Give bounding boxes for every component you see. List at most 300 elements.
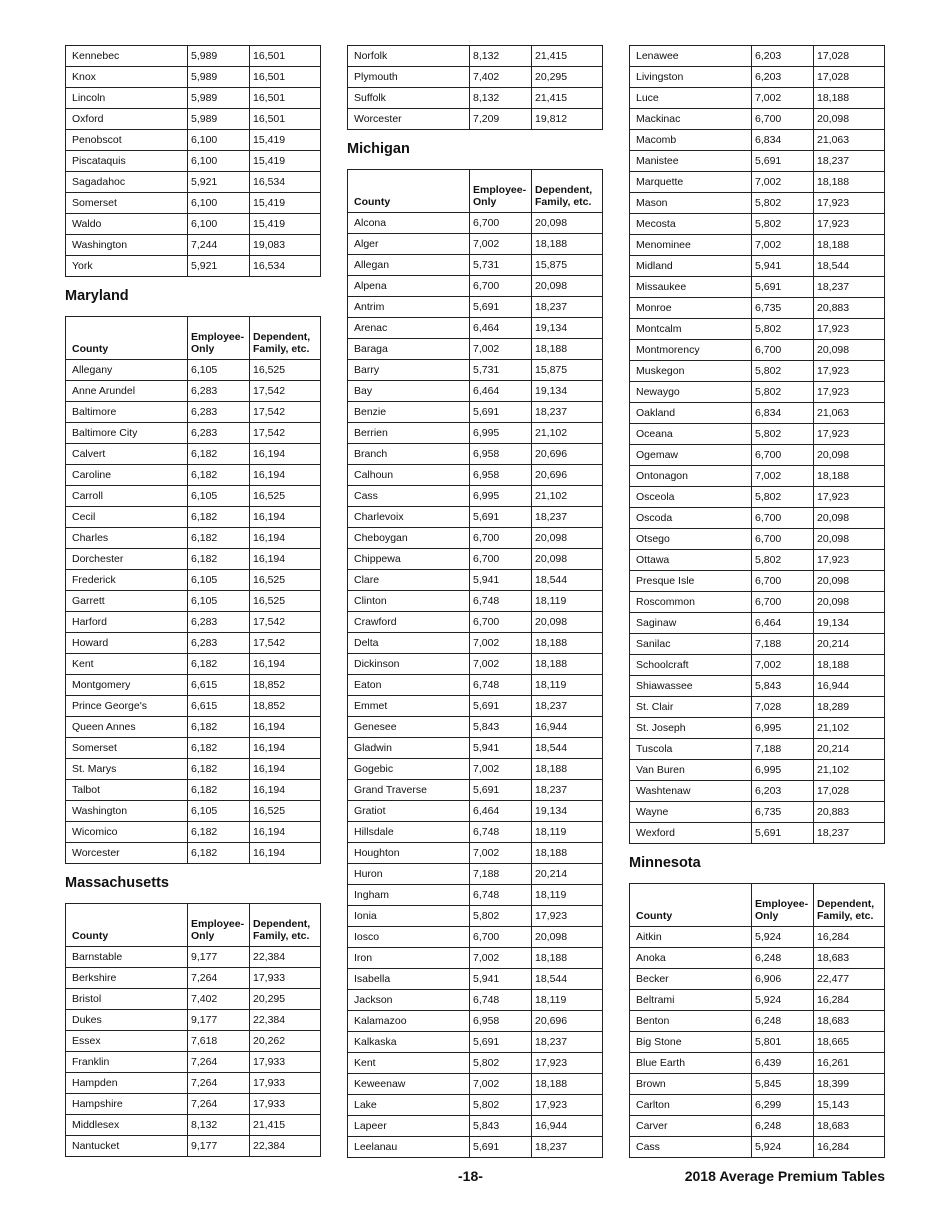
- employee-only-cell: 6,283: [188, 423, 250, 444]
- county-cell: Roscommon: [630, 592, 752, 613]
- dependent-cell: 18,237: [532, 297, 603, 318]
- county-cell: Baraga: [348, 339, 470, 360]
- table-row: [348, 234, 603, 255]
- header-row: [66, 904, 321, 947]
- county-cell: Frederick: [66, 570, 188, 591]
- dependent-cell: 18,399: [814, 1074, 885, 1095]
- dependent-cell: 16,194: [250, 759, 321, 780]
- employee-only-cell: 5,989: [188, 67, 250, 88]
- employee-only-cell: 5,924: [752, 1137, 814, 1158]
- table-row: [348, 67, 603, 88]
- table-row: [66, 151, 321, 172]
- county-cell: Monroe: [630, 298, 752, 319]
- county-cell: Alger: [348, 234, 470, 255]
- table-row: [630, 823, 885, 844]
- employee-only-header: Employee-Only: [188, 904, 250, 947]
- county-cell: Ingham: [348, 885, 470, 906]
- dependent-cell: 16,284: [814, 990, 885, 1011]
- table-row: [66, 444, 321, 465]
- dependent-cell: 16,525: [250, 801, 321, 822]
- county-cell: Benton: [630, 1011, 752, 1032]
- county-cell: Montmorency: [630, 340, 752, 361]
- dependent-cell: 17,933: [250, 1094, 321, 1115]
- county-cell: Brown: [630, 1074, 752, 1095]
- dependent-cell: 19,134: [532, 801, 603, 822]
- county-cell: Mecosta: [630, 214, 752, 235]
- dependent-cell: 18,237: [532, 1032, 603, 1053]
- employee-only-cell: 5,845: [752, 1074, 814, 1095]
- county-cell: Montgomery: [66, 675, 188, 696]
- table-row: [66, 486, 321, 507]
- employee-only-cell: 6,748: [470, 822, 532, 843]
- state-section: [65, 874, 320, 1157]
- county-cell: Ogemaw: [630, 445, 752, 466]
- dependent-cell: 17,923: [814, 214, 885, 235]
- county-cell: Jackson: [348, 990, 470, 1011]
- table-row: [348, 1137, 603, 1158]
- dependent-cell: 15,875: [532, 360, 603, 381]
- county-cell: Dukes: [66, 1010, 188, 1031]
- employee-only-cell: 5,802: [470, 1053, 532, 1074]
- table-row: [66, 780, 321, 801]
- dependent-cell: 17,542: [250, 612, 321, 633]
- table-row: [348, 381, 603, 402]
- employee-only-header: Employee-Only: [752, 884, 814, 927]
- dependent-cell: 16,944: [532, 1116, 603, 1137]
- employee-only-cell: 7,002: [470, 948, 532, 969]
- dependent-cell: 20,098: [532, 528, 603, 549]
- employee-only-cell: 6,182: [188, 759, 250, 780]
- dependent-cell: 20,098: [532, 927, 603, 948]
- employee-only-cell: 7,244: [188, 235, 250, 256]
- employee-only-cell: 6,700: [752, 592, 814, 613]
- employee-only-cell: 5,691: [470, 507, 532, 528]
- employee-only-cell: 8,132: [470, 46, 532, 67]
- table-row: [348, 948, 603, 969]
- table-row: [348, 696, 603, 717]
- premium-table: [347, 169, 603, 1158]
- employee-only-cell: 5,691: [470, 297, 532, 318]
- dependent-cell: 18,119: [532, 591, 603, 612]
- table-row: [348, 780, 603, 801]
- county-cell: Middlesex: [66, 1115, 188, 1136]
- county-cell: Penobscot: [66, 130, 188, 151]
- dependent-cell: 16,284: [814, 1137, 885, 1158]
- dependent-cell: 21,415: [532, 46, 603, 67]
- dependent-cell: 16,501: [250, 46, 321, 67]
- table-row: [348, 465, 603, 486]
- table-row: [630, 466, 885, 487]
- county-cell: St. Marys: [66, 759, 188, 780]
- county-cell: Hampden: [66, 1073, 188, 1094]
- county-cell: Berrien: [348, 423, 470, 444]
- table-row: [66, 717, 321, 738]
- table-row: [348, 1116, 603, 1137]
- employee-only-cell: 6,105: [188, 360, 250, 381]
- table-row: [630, 172, 885, 193]
- premium-table: [347, 45, 603, 130]
- county-cell: Montcalm: [630, 319, 752, 340]
- table-row: [630, 781, 885, 802]
- county-cell: Allegan: [348, 255, 470, 276]
- table-row: [348, 339, 603, 360]
- table-row: [66, 88, 321, 109]
- dependent-cell: 20,098: [814, 592, 885, 613]
- dependent-cell: 20,098: [814, 109, 885, 130]
- dependent-cell: 18,119: [532, 885, 603, 906]
- employee-only-cell: 5,731: [470, 255, 532, 276]
- table-row: [630, 1137, 885, 1158]
- county-cell: Bristol: [66, 989, 188, 1010]
- dependent-cell: 18,237: [532, 507, 603, 528]
- county-cell: Osceola: [630, 487, 752, 508]
- employee-only-cell: 6,615: [188, 675, 250, 696]
- table-row: [66, 256, 321, 277]
- employee-only-cell: 5,802: [752, 424, 814, 445]
- dependent-cell: 20,098: [814, 340, 885, 361]
- dependent-cell: 17,542: [250, 633, 321, 654]
- table-row: [66, 633, 321, 654]
- county-cell: Wexford: [630, 823, 752, 844]
- employee-only-cell: 7,188: [752, 634, 814, 655]
- column-1: [65, 45, 320, 1157]
- dependent-cell: 20,098: [532, 213, 603, 234]
- dependent-cell: 18,188: [532, 1074, 603, 1095]
- employee-only-cell: 7,264: [188, 968, 250, 989]
- dependent-cell: 18,237: [814, 823, 885, 844]
- employee-only-cell: 5,941: [470, 969, 532, 990]
- table-row: [630, 1053, 885, 1074]
- employee-only-cell: 6,182: [188, 507, 250, 528]
- employee-only-cell: 7,002: [470, 843, 532, 864]
- county-cell: Luce: [630, 88, 752, 109]
- employee-only-cell: 7,002: [470, 633, 532, 654]
- county-cell: Ottawa: [630, 550, 752, 571]
- dependent-cell: 16,534: [250, 172, 321, 193]
- county-cell: Dickinson: [348, 654, 470, 675]
- table-row: [348, 969, 603, 990]
- dependent-cell: 16,525: [250, 486, 321, 507]
- county-cell: Van Buren: [630, 760, 752, 781]
- county-cell: Antrim: [348, 297, 470, 318]
- employee-only-cell: 6,299: [752, 1095, 814, 1116]
- employee-only-cell: 6,105: [188, 801, 250, 822]
- table-row: [66, 381, 321, 402]
- employee-only-cell: 6,748: [470, 591, 532, 612]
- table-row: [630, 340, 885, 361]
- table-row: [630, 529, 885, 550]
- table-row: [66, 130, 321, 151]
- table-row: [66, 1073, 321, 1094]
- dependent-cell: 19,134: [532, 318, 603, 339]
- county-cell: Gladwin: [348, 738, 470, 759]
- county-cell: Piscataquis: [66, 151, 188, 172]
- premium-table: [65, 903, 321, 1157]
- table-row: [66, 360, 321, 381]
- dependent-cell: 20,214: [814, 739, 885, 760]
- table-row: [630, 927, 885, 948]
- dependent-cell: 17,923: [814, 361, 885, 382]
- table-row: [630, 1095, 885, 1116]
- county-cell: Big Stone: [630, 1032, 752, 1053]
- employee-only-cell: 6,248: [752, 1116, 814, 1137]
- dependent-cell: 15,419: [250, 151, 321, 172]
- dependent-cell: 16,501: [250, 109, 321, 130]
- dependent-cell: 18,289: [814, 697, 885, 718]
- county-cell: Alpena: [348, 276, 470, 297]
- table-row: [66, 528, 321, 549]
- employee-only-cell: 9,177: [188, 1136, 250, 1157]
- employee-only-cell: 6,105: [188, 591, 250, 612]
- table-row: [348, 276, 603, 297]
- dependent-cell: 16,501: [250, 88, 321, 109]
- table-row: [348, 213, 603, 234]
- dependent-cell: 20,262: [250, 1031, 321, 1052]
- dependent-cell: 16,525: [250, 570, 321, 591]
- table-row: [66, 696, 321, 717]
- dependent-cell: 21,415: [532, 88, 603, 109]
- header-row: [630, 884, 885, 927]
- employee-only-cell: 5,691: [752, 151, 814, 172]
- employee-only-cell: 6,100: [188, 214, 250, 235]
- employee-only-cell: 5,921: [188, 172, 250, 193]
- county-cell: Saginaw: [630, 613, 752, 634]
- table-row: [630, 1074, 885, 1095]
- county-cell: Sagadahoc: [66, 172, 188, 193]
- dependent-cell: 22,477: [814, 969, 885, 990]
- state-section: [347, 45, 602, 130]
- table-row: [348, 927, 603, 948]
- county-cell: Genesee: [348, 717, 470, 738]
- table-row: [630, 319, 885, 340]
- county-cell: Sanilac: [630, 634, 752, 655]
- county-cell: Anne Arundel: [66, 381, 188, 402]
- employee-only-cell: 7,402: [188, 989, 250, 1010]
- county-cell: Iosco: [348, 927, 470, 948]
- table-row: [630, 403, 885, 424]
- dependent-cell: 17,923: [532, 1095, 603, 1116]
- county-cell: Prince George's: [66, 696, 188, 717]
- dependent-cell: 21,063: [814, 130, 885, 151]
- county-cell: Waldo: [66, 214, 188, 235]
- county-cell: Charlevoix: [348, 507, 470, 528]
- state-section: [629, 45, 884, 844]
- table-row: [66, 109, 321, 130]
- dependent-cell: 20,214: [814, 634, 885, 655]
- county-cell: Barry: [348, 360, 470, 381]
- employee-only-cell: 7,188: [752, 739, 814, 760]
- employee-only-cell: 6,700: [470, 528, 532, 549]
- dependent-cell: 17,923: [532, 906, 603, 927]
- dependent-cell: 18,237: [532, 696, 603, 717]
- premium-table: [629, 883, 885, 1158]
- table-row: [630, 109, 885, 130]
- table-row: [630, 969, 885, 990]
- employee-only-cell: 6,700: [752, 340, 814, 361]
- county-cell: Wayne: [630, 802, 752, 823]
- table-row: [66, 214, 321, 235]
- employee-only-cell: 5,802: [752, 319, 814, 340]
- dependent-cell: 18,188: [814, 655, 885, 676]
- employee-only-cell: 7,188: [470, 864, 532, 885]
- dependent-cell: 18,188: [814, 88, 885, 109]
- employee-only-cell: 5,802: [470, 1095, 532, 1116]
- county-cell: Oakland: [630, 403, 752, 424]
- county-cell: Missaukee: [630, 277, 752, 298]
- employee-only-cell: 5,989: [188, 109, 250, 130]
- table-row: [630, 1011, 885, 1032]
- county-cell: Knox: [66, 67, 188, 88]
- dependent-cell: 16,944: [814, 676, 885, 697]
- employee-only-cell: 7,002: [752, 235, 814, 256]
- employee-only-cell: 7,028: [752, 697, 814, 718]
- employee-only-cell: 6,100: [188, 193, 250, 214]
- dependent-cell: 16,534: [250, 256, 321, 277]
- table-row: [630, 550, 885, 571]
- dependent-cell: 16,194: [250, 780, 321, 801]
- table-row: [348, 486, 603, 507]
- table-row: [348, 402, 603, 423]
- state-section: [347, 140, 602, 1158]
- employee-only-cell: 6,995: [752, 760, 814, 781]
- county-cell: Baltimore: [66, 402, 188, 423]
- county-cell: Otsego: [630, 529, 752, 550]
- county-cell: Shiawassee: [630, 676, 752, 697]
- county-cell: Charles: [66, 528, 188, 549]
- employee-only-cell: 5,691: [470, 696, 532, 717]
- county-cell: Blue Earth: [630, 1053, 752, 1074]
- employee-only-cell: 7,002: [470, 1074, 532, 1095]
- county-cell: Oxford: [66, 109, 188, 130]
- employee-only-cell: 5,731: [470, 360, 532, 381]
- dependent-cell: 17,028: [814, 46, 885, 67]
- table-row: [630, 508, 885, 529]
- dependent-cell: 16,194: [250, 822, 321, 843]
- table-row: [348, 633, 603, 654]
- table-row: [66, 654, 321, 675]
- dependent-header: Dependent, Family, etc.: [250, 904, 321, 947]
- employee-only-cell: 9,177: [188, 947, 250, 968]
- dependent-cell: 16,194: [250, 717, 321, 738]
- county-cell: Harford: [66, 612, 188, 633]
- table-row: [66, 1115, 321, 1136]
- dependent-cell: 20,883: [814, 298, 885, 319]
- dependent-cell: 17,933: [250, 1052, 321, 1073]
- county-cell: Cass: [348, 486, 470, 507]
- dependent-cell: 18,188: [532, 759, 603, 780]
- county-cell: Chippewa: [348, 549, 470, 570]
- employee-only-cell: 7,002: [470, 654, 532, 675]
- employee-only-cell: 6,248: [752, 948, 814, 969]
- table-row: [630, 655, 885, 676]
- dependent-cell: 18,544: [532, 969, 603, 990]
- employee-only-cell: 7,264: [188, 1052, 250, 1073]
- county-cell: Gratiot: [348, 801, 470, 822]
- employee-only-cell: 6,283: [188, 612, 250, 633]
- county-cell: Wicomico: [66, 822, 188, 843]
- dependent-cell: 20,214: [532, 864, 603, 885]
- employee-only-cell: 7,002: [752, 655, 814, 676]
- table-row: [348, 864, 603, 885]
- employee-only-cell: 6,700: [752, 445, 814, 466]
- dependent-cell: 17,933: [250, 1073, 321, 1094]
- county-cell: Grand Traverse: [348, 780, 470, 801]
- dependent-cell: 20,295: [250, 989, 321, 1010]
- state-section: [65, 45, 320, 277]
- dependent-cell: 19,083: [250, 235, 321, 256]
- county-cell: Leelanau: [348, 1137, 470, 1158]
- county-cell: Iron: [348, 948, 470, 969]
- employee-only-cell: 9,177: [188, 1010, 250, 1031]
- table-row: [630, 613, 885, 634]
- county-cell: Beltrami: [630, 990, 752, 1011]
- dependent-cell: 18,188: [814, 466, 885, 487]
- dependent-cell: 21,102: [814, 760, 885, 781]
- table-row: [66, 549, 321, 570]
- county-cell: Kent: [348, 1053, 470, 1074]
- table-row: [66, 507, 321, 528]
- county-cell: Allegany: [66, 360, 188, 381]
- table-row: [348, 528, 603, 549]
- table-row: [630, 676, 885, 697]
- dependent-cell: 16,194: [250, 738, 321, 759]
- county-cell: Garrett: [66, 591, 188, 612]
- county-cell: Worcester: [66, 843, 188, 864]
- county-cell: Carver: [630, 1116, 752, 1137]
- table-row: [348, 906, 603, 927]
- table-row: [66, 67, 321, 88]
- employee-only-cell: 6,700: [470, 612, 532, 633]
- dependent-cell: 18,119: [532, 675, 603, 696]
- dependent-cell: 20,098: [814, 529, 885, 550]
- employee-only-cell: 5,691: [470, 1032, 532, 1053]
- county-cell: Essex: [66, 1031, 188, 1052]
- county-cell: Delta: [348, 633, 470, 654]
- county-cell: Branch: [348, 444, 470, 465]
- table-row: [66, 968, 321, 989]
- state-title: Maryland: [65, 288, 129, 304]
- employee-only-cell: 5,843: [470, 1116, 532, 1137]
- dependent-cell: 18,237: [814, 277, 885, 298]
- table-row: [348, 675, 603, 696]
- dependent-cell: 17,933: [250, 968, 321, 989]
- county-cell: Cecil: [66, 507, 188, 528]
- table-row: [66, 1052, 321, 1073]
- table-row: [348, 88, 603, 109]
- table-row: [630, 193, 885, 214]
- employee-only-cell: 7,264: [188, 1094, 250, 1115]
- employee-only-cell: 6,105: [188, 570, 250, 591]
- dependent-cell: 15,419: [250, 130, 321, 151]
- table-row: [630, 424, 885, 445]
- county-cell: Kent: [66, 654, 188, 675]
- dependent-cell: 15,875: [532, 255, 603, 276]
- employee-only-cell: 6,834: [752, 403, 814, 424]
- employee-only-cell: 5,691: [752, 277, 814, 298]
- dependent-cell: 16,194: [250, 654, 321, 675]
- table-row: [348, 612, 603, 633]
- table-row: [630, 571, 885, 592]
- table-row: [66, 465, 321, 486]
- employee-only-cell: 6,700: [470, 276, 532, 297]
- county-cell: Oscoda: [630, 508, 752, 529]
- table-row: [348, 444, 603, 465]
- employee-only-cell: 6,995: [470, 423, 532, 444]
- dependent-cell: 18,188: [814, 172, 885, 193]
- premium-table: [65, 45, 321, 277]
- table-row: [630, 802, 885, 823]
- table-row: [66, 947, 321, 968]
